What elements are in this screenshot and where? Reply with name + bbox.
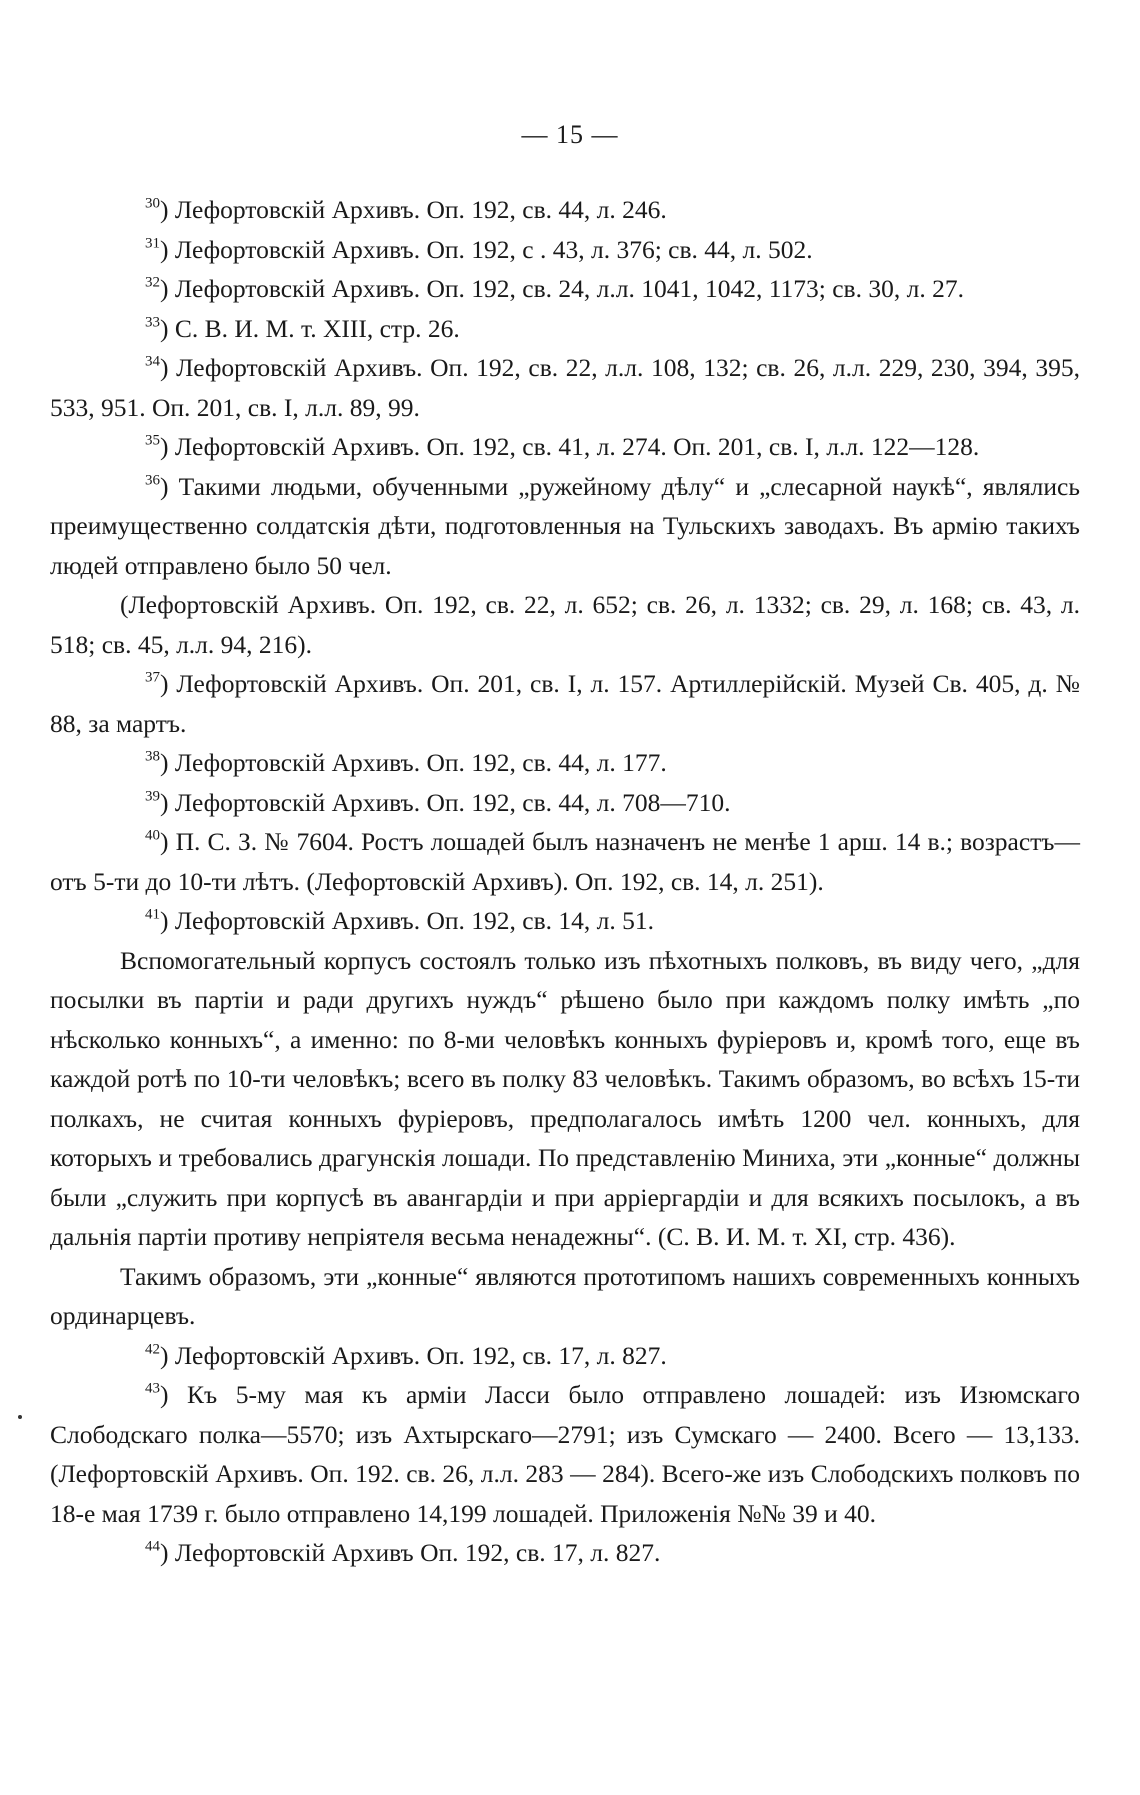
footnote-42: $^{42}$) Лефортовскій Архивъ. Оп. 192, св. 17, л. 827. xyxy=(145,1340,667,1370)
footnote-text: Такимъ образомъ, эти „конные“ являются прототипомъ нашихъ современныхъ конныхъ ординарцевъ. xyxy=(50,1261,1080,1330)
footnote-text: Лефортовскій Архивъ. Оп. 192, с . 43, л. 376; св. 44, л. 502. xyxy=(174,234,813,264)
footnote-text: Лефортовскій Архивъ. Оп. 192, св. 14, л. 51. xyxy=(174,906,654,935)
footnote-33: $^{33}$) С. В. И. М. т. XIII, стр. 26. xyxy=(145,313,460,343)
footnote-text: Лефортовскій Архивъ Оп. 192, св. 17, л. 827. xyxy=(174,1538,661,1567)
footnote-text: Лефортовскій Архивъ. Оп. 192, св. 41, л. 274. Оп. 201, св. I, л.л. 122—128. xyxy=(174,432,980,461)
footnote-text: Лефортовскій Архивъ. Оп. 192, св. 44, л. 177. xyxy=(174,748,667,777)
footnote-text: С. В. И. М. т. XIII, стр. 26. xyxy=(174,313,460,343)
footnote-41-paragraph-1 xyxy=(50,941,1080,1257)
footnote-marker: 34 xyxy=(145,353,160,370)
footnote-37: $^{37}$) Лефортовскій Архивъ. Оп. 201, св. I, л. 157. Артиллерійскій. Музей Св. 405, д. № 88, за мартъ. xyxy=(50,669,1080,738)
footnote-marker: 35 xyxy=(145,432,160,449)
footnote-text: Лефортовскій Архивъ. Оп. 192, св. 44, л. 246. xyxy=(174,195,667,224)
footnote-text: Такими людьми, обученными „ружейному дѣлу“ и „слесарной наукѣ“, являлись преимущественно солдатскія дѣти, подготовленныя на Тульскихъ заводахъ. Въ армію такихъ людей отправлено было 50 чел. xyxy=(50,471,1080,580)
footnote-31: $^{31}$) Лефортовскій Архивъ. Оп. 192, с . 43, л. 376; св. 44, л. 502. xyxy=(145,234,813,264)
footnote-30: $^{30}$) Лефортовскій Архивъ. Оп. 192, св. 44, л. 246. xyxy=(145,195,667,224)
footnote-marker: 31 xyxy=(145,235,160,251)
footnote-marker: 41 xyxy=(145,906,160,923)
footnote-35: $^{35}$) Лефортовскій Архивъ. Оп. 192, св. 41, л. 274. Оп. 201, св. I, л.л. 122—128. xyxy=(145,432,980,461)
footnote-text: Лефортовскій Архивъ. Оп. 192, св. 17, л. 827. xyxy=(174,1340,667,1370)
footnote-text: Лефортовскій Архивъ. Оп. 201, св. I, л. 157. Артиллерійскій. Музей Св. 405, д. № 88, за мартъ. xyxy=(50,669,1080,738)
footnote-marker: 42 xyxy=(145,1341,160,1357)
footnotes-body xyxy=(50,190,1080,1573)
footnote-41-paragraph-2 xyxy=(50,1257,1080,1336)
footnote-marker: 30 xyxy=(145,195,160,212)
page-number: — 15 — xyxy=(521,120,619,149)
footnote-43: $^{43}$) Къ 5-му мая къ арміи Ласси было отправлено лошадей: изъ Изюмскаго Слободскаго полка—5570; изъ Ахтырскаго—2791; изъ Сумскаго — 2400. Всего — 13,133. (Лефортовскій Архивъ. Оп. 192. св. 26, л.л. 283 — 284). Всего-же изъ Слободскихъ полковъ по 18-е мая 1739 г. было отправлено 14,199 лошадей. Приложенія №№ 39 и 40. xyxy=(50,1380,1080,1528)
footnote-36-continuation xyxy=(50,585,1080,664)
footnote-text: Лефортовскій Архивъ. Оп. 192, св. 24, л.л. 1041, 1042, 1173; св. 30, л. 27. xyxy=(174,274,964,303)
footnote-38: $^{38}$) Лефортовскій Архивъ. Оп. 192, св. 44, л. 177. xyxy=(145,748,667,777)
footnote-text: Къ 5-му мая къ арміи Ласси было отправлено лошадей: изъ Изюмскаго Слободскаго полка—5570; изъ Ахтырскаго—2791; изъ Сумскаго — 2400. Всего — 13,133. (Лефортовскій Архивъ. Оп. 192. св. 26, л.л. 283 — 284). Всего-же изъ Слободскихъ полковъ по 18-е мая 1739 г. было отправлено 14,199 лошадей. Приложенія №№ 39 и 40. xyxy=(50,1380,1080,1528)
footnote-marker: 36 xyxy=(145,472,160,488)
footnote-marker: 33 xyxy=(145,314,160,330)
footnote-text: Лефортовскій Архивъ. Оп. 192, св. 44, л. 708—710. xyxy=(174,787,731,817)
footnote-41: $^{41}$) Лефортовскій Архивъ. Оп. 192, св. 14, л. 51. xyxy=(145,906,654,935)
footnote-32: $^{32}$) Лефортовскій Архивъ. Оп. 192, св. 24, л.л. 1041, 1042, 1173; св. 30, л. 27. xyxy=(145,274,964,303)
footnote-40: $^{40}$) П. С. З. № 7604. Ростъ лошадей былъ назначенъ не менѣе 1 арш. 14 в.; возрастъ—отъ 5-ти до 10-ти лѣтъ. (Лефортовскій Архивъ). Оп. 192, св. 14, л. 251). xyxy=(50,827,1080,896)
print-speck xyxy=(18,1415,22,1419)
footnote-34: $^{34}$) Лефортовскій Архивъ. Оп. 192, св. 22, л.л. 108, 132; св. 26, л.л. 229, 230, 394, 395, 533, 951. Оп. 201, св. I, л.л. 89, 99. xyxy=(50,353,1080,422)
footnote-marker: 39 xyxy=(145,788,160,804)
footnote-marker: 40 xyxy=(145,827,160,844)
footnote-marker: 38 xyxy=(145,748,160,765)
footnote-text: Лефортовскій Архивъ. Оп. 192, св. 22, л.л. 108, 132; св. 26, л.л. 229, 230, 394, 395, 533, 951. Оп. 201, св. I, л.л. 89, 99. xyxy=(50,353,1080,422)
footnote-39: $^{39}$) Лефортовскій Архивъ. Оп. 192, св. 44, л. 708—710. xyxy=(145,787,731,817)
footnote-text: (Лефортовскій Архивъ. Оп. 192, св. 22, л. 652; св. 26, л. 1332; св. 29, л. 168; св. 43, л. 518; св. 45, л.л. 94, 216). xyxy=(50,590,1080,659)
footnote-marker: 37 xyxy=(145,669,160,686)
footnote-text: Вспомогательный корпусъ состоялъ только изъ пѣхотныхъ полковъ, въ виду чего, „для посылки въ партіи и ради другихъ нуждъ“ рѣшено было при каждомъ полку имѣть „по нѣсколько конныхъ“, а именно: по 8-ми человѣкъ конныхъ фуріеровъ и, кромѣ того, еще въ каждой ротѣ по 10-ти человѣкъ; всего въ полку 83 человѣкъ. Такимъ образомъ, во всѣхъ 15-ти полкахъ, не считая конныхъ фуріеровъ, предполагалось имѣть 1200 чел. конныхъ, для которыхъ и требовались драгунскія лошади. По представленію Миниха, эти „конные“ должны были „служить при корпусѣ въ авангардіи и при арріергардіи и для всякихъ посылокъ, а въ дальнія партіи противу непріятеля весьма ненадежны“. (С. В. И. М. т. XI, стр. 436). xyxy=(50,945,1080,1251)
footnote-marker: 43 xyxy=(145,1380,160,1397)
footnote-text: П. С. З. № 7604. Ростъ лошадей былъ назначенъ не менѣе 1 арш. 14 в.; возрастъ—отъ 5-ти до 10-ти лѣтъ. (Лефортовскій Архивъ). Оп. 192, св. 14, л. 251). xyxy=(50,827,1080,896)
footnote-marker: 32 xyxy=(145,274,160,291)
footnote-36: $^{36}$) Такими людьми, обученными „ружейному дѣлу“ и „слесарной наукѣ“, являлись преимущественно солдатскія дѣти, подготовленныя на Тульскихъ заводахъ. Въ армію такихъ людей отправлено было 50 чел. xyxy=(50,471,1080,580)
footnote-marker: 44 xyxy=(145,1538,160,1555)
footnote-44: $^{44}$) Лефортовскій Архивъ Оп. 192, св. 17, л. 827. xyxy=(145,1538,661,1567)
